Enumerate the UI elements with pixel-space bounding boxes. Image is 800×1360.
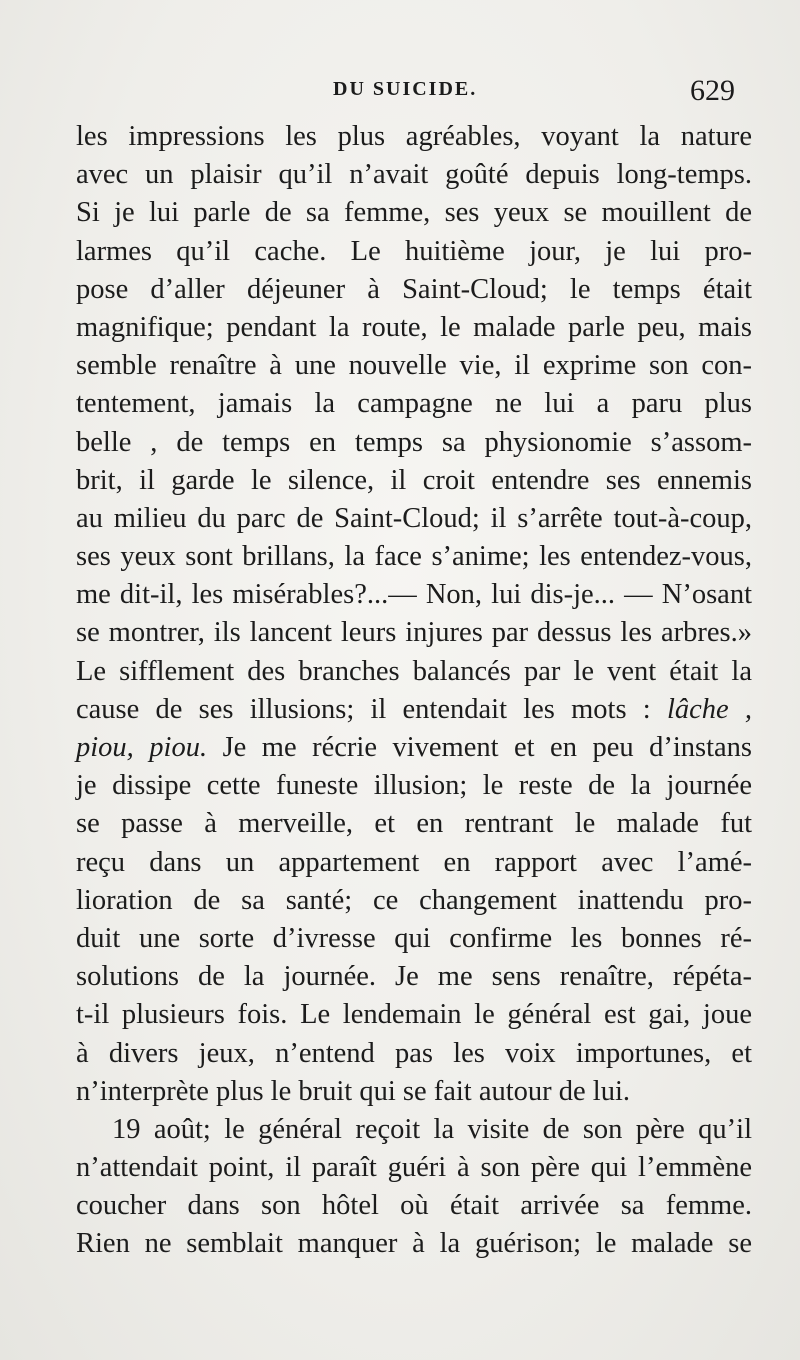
text-line: brit, il garde le silence, il croit entendre ses ennemis (76, 464, 752, 496)
text-line: semble renaître à une nouvelle vie, il exprime son con- (76, 350, 752, 382)
text-line: je dissipe cette funeste illusion; le reste de la journée (76, 770, 752, 802)
text-line: ses yeux sont brillans, la face s’anime; les entendez-vous, (76, 541, 752, 573)
italic-word: lâche , (666, 693, 753, 725)
text-line: cause de ses illusions; il entendait les mots : lâche , (76, 693, 753, 725)
running-head (0, 74, 800, 108)
text-line: Le sifflement des branches balancés par le vent était la (76, 655, 752, 687)
italic-word: piou, piou. (76, 732, 208, 763)
text-line: à divers jeux, n’entend pas les voix importunes, et (76, 1037, 752, 1069)
text-line: me dit-il, les misérables?...— Non, lui dis-je... — N’osant (76, 579, 752, 611)
text-line: les impressions les plus agréables, voyant la nature (76, 121, 752, 152)
text-line: solutions de la journée. Je me sens renaître, répéta- (76, 961, 752, 993)
text-line: n’attendait point, il paraît guéri à son père qui l’emmène (76, 1152, 752, 1184)
text-line: reçu dans un appartement en rapport avec l’amé- (76, 846, 752, 878)
text-line: larmes qu’il cache. Le huitième jour, je lui pro- (76, 235, 752, 267)
text-line: se passe à merveille, et en rentrant le malade fut (76, 808, 752, 840)
text-line: avec un plaisir qu’il n’avait goûté depuis long-temps. (76, 159, 752, 191)
text-line: duit une sorte d’ivresse qui confirme les bonnes ré- (76, 922, 752, 954)
text-line: t-il plusieurs fois. Le lendemain le général est gai, joue (76, 999, 752, 1031)
text-line: coucher dans son hôtel où était arrivée sa femme. (76, 1190, 752, 1222)
running-title: DU SUICIDE. (333, 78, 478, 100)
text-line: tentement, jamais la campagne ne lui a paru plus (76, 388, 752, 420)
text-line: n’interprète plus le bruit qui se fait autour de lui. (76, 1075, 631, 1107)
text-line: Rien ne semblait manquer à la guérison; le malade se (76, 1228, 752, 1260)
text-line: se montrer, ils lancent leurs injures par dessus les arbres.» (76, 617, 752, 649)
text-line: piou, piou. Je me récrie vivement et en peu d’instans (76, 732, 752, 763)
text-line: 19 août; le général reçoit la visite de son père qu’il (112, 1113, 752, 1145)
page-number: 629 (690, 74, 735, 107)
text-line: lioration de sa santé; ce changement inattendu pro- (76, 884, 752, 916)
text-line: belle , de temps en temps sa physionomie s’assom- (76, 426, 752, 458)
text-line: Si je lui parle de sa femme, ses yeux se mouillent de (76, 197, 752, 229)
text-line: pose d’aller déjeuner à Saint-Cloud; le temps était (76, 273, 752, 305)
text-line: au milieu du parc de Saint-Cloud; il s’arrête tout-à-coup, (76, 502, 752, 534)
text-line: magnifique; pendant la route, le malade parle peu, mais (76, 311, 752, 343)
body-text (76, 118, 752, 1264)
